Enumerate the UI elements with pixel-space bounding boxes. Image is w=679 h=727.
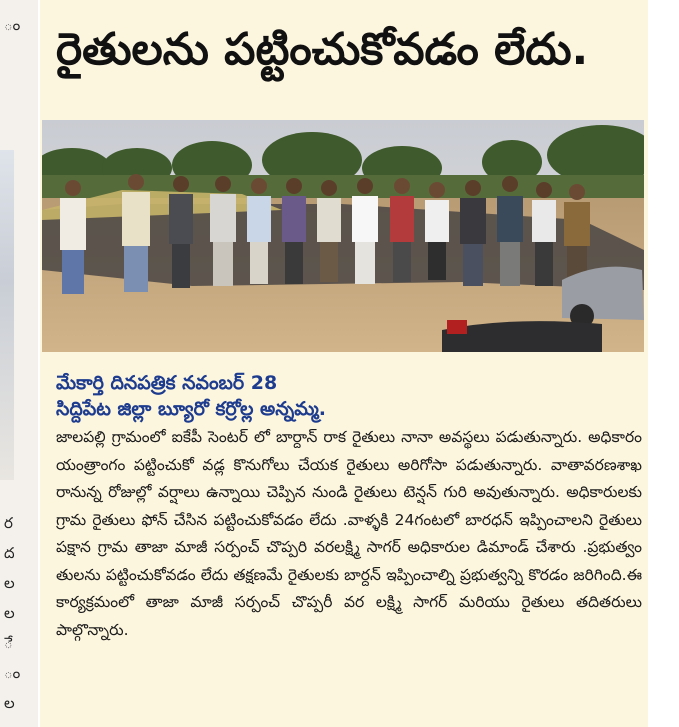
dateline [56, 370, 636, 422]
article-body: జాలపల్లి గ్రామంలో ఐకేపీ సెంటర్ లో బార్దాన్ రాక రైతులు నానా అవస్థలు పడుతున్నారు. అధికారం యంత్రాంగం పట్టించుకో వడ్ల కొనుగోలు చేయక రైతులు అరిగోసా పడుతున్నారు. వాతావరణశాఖ రానున్న రోజుల్లో వర్షాలు ఉన్నాయి చెప్పిన నుండి రైతులు టెన్షన్ గురి అవుతున్నారు. అధికారులకు గ్రామ రైతులు ఫోన్ చేసిన పట్టించుకోవడం లేదు .వాళ్ళకి 24గంటలో బారధన్ ఇప్పించాలని రైతులు పక్షాన గ్రామ తాజా మాజీ సర్పంచ్ చొప్పరి వరలక్ష్మి సాగర్ అధికారుల డిమాండ్ చేశారు .ప్రభుత్వం తులను పట్టించుకోవడం లేదు తక్షణమే రైతులకు బార్దన్ ఇప్పించాల్ని ప్రభుత్వన్ని కొరడం జరిగింది.ఈ కార్యక్రమంలో తాజా మాజీ సర్పంచ్ చొప్పరీ వర లక్ష్మి సాగర్ మరియు రైతులు తదితరులు పాల్గొన్నారు. [56, 428, 642, 639]
margin-fragment: ం [4, 664, 21, 682]
farmers-group-photo [42, 120, 644, 352]
margin-fragment: ే [4, 634, 13, 652]
adjacent-article-edge [0, 0, 38, 727]
dateline-bureau: సిద్దిపేట జిల్లా బ్యూరో కర్రోల్ల అన్నమ్మ. [56, 398, 327, 420]
margin-fragment: ల [4, 604, 15, 622]
margin-fragment: ల [4, 574, 15, 592]
adjacent-photo-edge [0, 150, 14, 480]
news-article [40, 0, 648, 727]
margin-fragment: ం [4, 16, 21, 34]
margin-fragment: ర [4, 514, 13, 532]
margin-fragment: ల [4, 694, 15, 712]
photo-illustration [42, 120, 644, 352]
page-margin [648, 0, 679, 727]
headline: రైతులను పట్టించుకోవడం లేదు. [56, 24, 589, 75]
dateline-publication: మేకార్తి దినపత్రిక నవంబర్ 28 [56, 372, 278, 394]
margin-fragment: ద [4, 544, 15, 562]
